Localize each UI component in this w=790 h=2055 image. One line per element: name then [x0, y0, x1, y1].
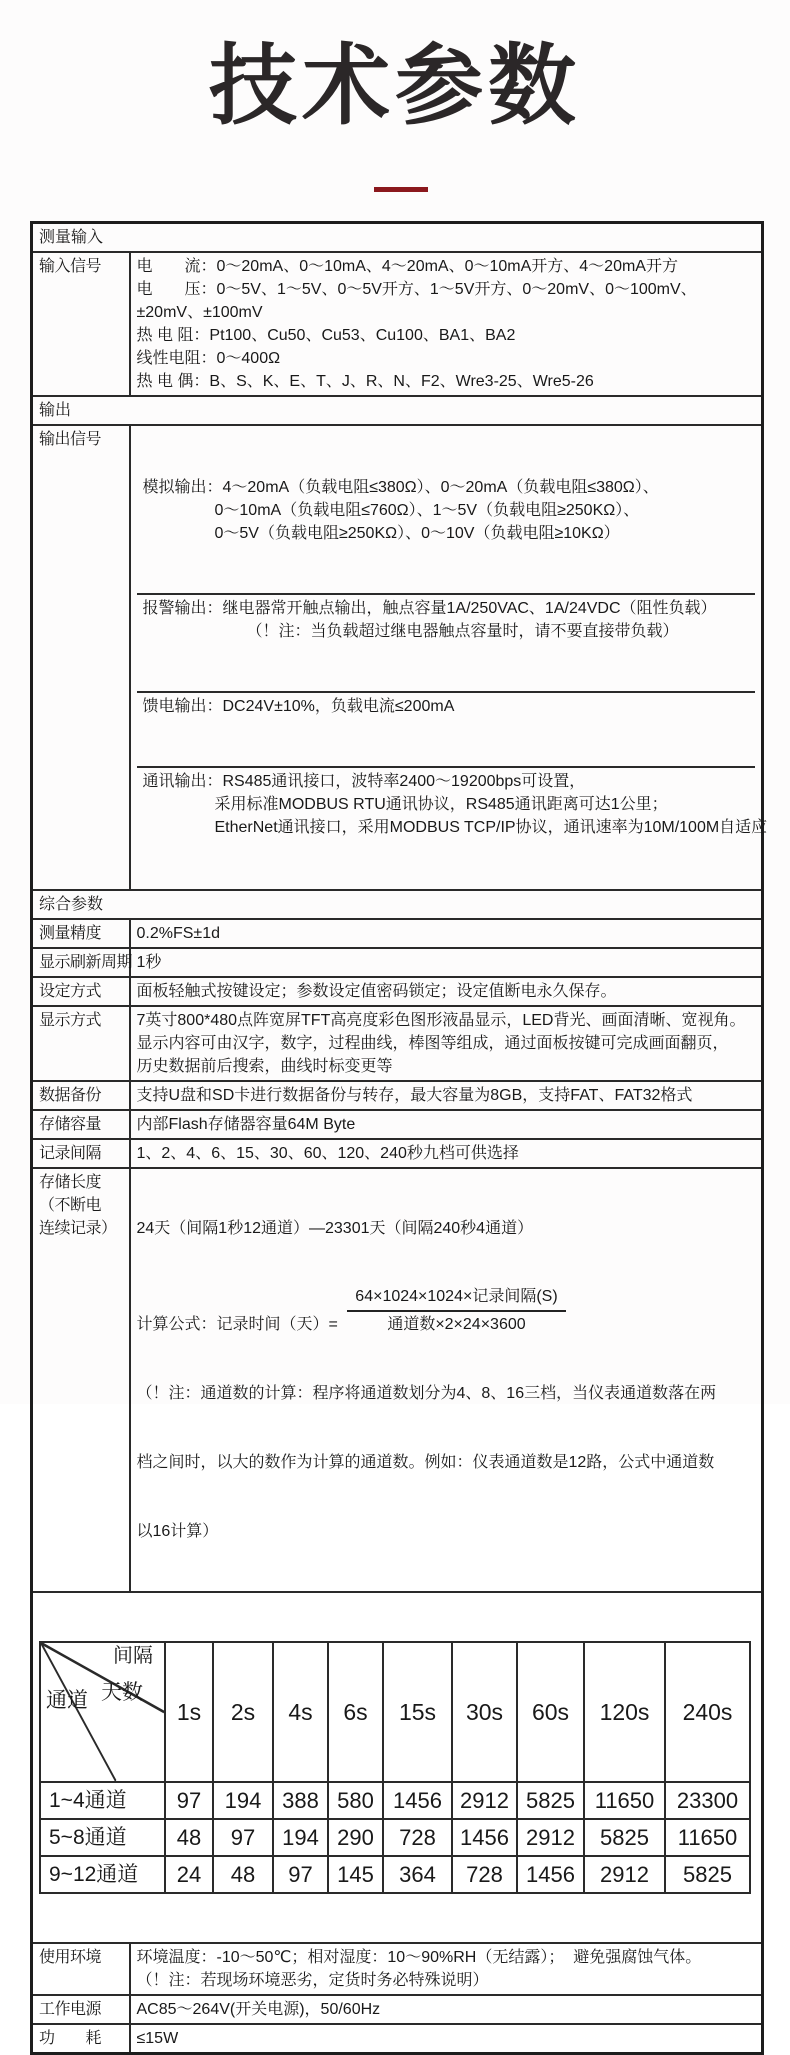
- accent-divider: [374, 187, 428, 192]
- row-value: AC85～264V(开关电源)，50/60Hz: [130, 1995, 763, 2024]
- storage-label-line: 存储长度: [39, 1174, 102, 1191]
- analog-output-line: 0～10mA（负载电阻≤760Ω）、1～5V（负载电阻≥250KΩ）、: [214, 502, 640, 519]
- section-title: 测量输入: [32, 223, 763, 253]
- matrix-value: 1456: [517, 1856, 584, 1893]
- row-refresh: [32, 948, 763, 977]
- matrix-col-header: 4s: [273, 1642, 328, 1782]
- matrix-header-row: [40, 1642, 750, 1782]
- storage-days-matrix: [39, 1641, 751, 1894]
- matrix-value: 1456: [452, 1819, 517, 1856]
- storage-range-line: 24天（间隔1秒12通道）—23301天（间隔240秒4通道）: [136, 1220, 534, 1237]
- display-line: 显示内容可由汉字，数字，过程曲线，棒图等组成，通过面板按键可完成画面翻页，: [136, 1035, 729, 1052]
- matrix-value: 24: [165, 1856, 213, 1893]
- matrix-value: 364: [383, 1856, 452, 1893]
- row-content: [130, 1943, 763, 1995]
- row-content: [130, 1168, 763, 1592]
- row-backup: [32, 1081, 763, 1110]
- section-row-measure-input: [32, 223, 763, 253]
- alarm-output-block: [137, 593, 756, 645]
- row-content: [130, 252, 763, 396]
- matrix-row-label: 1~4通道: [40, 1782, 165, 1819]
- comm-output-block: [137, 766, 768, 841]
- matrix-value: 1456: [383, 1782, 452, 1819]
- row-content: [130, 1006, 763, 1081]
- feed-output-line: 馈电输出：DC24V±10%，负载电流≤200mA: [142, 698, 455, 715]
- row-value: 0.2%FS±1d: [130, 919, 763, 948]
- row-label: 测量精度: [32, 919, 130, 948]
- row-content: [130, 425, 768, 890]
- row-value: 支持U盘和SD卡进行数据备份与转存，最大容量为8GB，支持FAT、FAT32格式: [130, 1081, 763, 1110]
- matrix-value: 5825: [665, 1856, 750, 1893]
- matrix-value: 194: [273, 1819, 328, 1856]
- spec-table: [30, 221, 768, 2055]
- row-label: 使用环境: [32, 1943, 130, 1995]
- comm-output-line: EtherNet通讯接口，采用MODBUS TCP/IP协议，通讯速率为10M/100M自适应: [214, 819, 768, 836]
- row-label: 记录间隔: [32, 1139, 130, 1168]
- matrix-col-header: 30s: [452, 1642, 517, 1782]
- matrix-corner-cell: [40, 1642, 165, 1782]
- environment-line: 环境温度：-10～50℃；相对湿度：10～90%RH（无结露）； 避免强腐蚀气体。: [136, 1949, 702, 1966]
- row-input-signal: [32, 252, 763, 396]
- row-setting: [32, 977, 763, 1006]
- matrix-row-label: 5~8通道: [40, 1819, 165, 1856]
- analog-output-line: 0～5V（负载电阻≥250KΩ）、0～10V（负载电阻≥10KΩ）: [214, 525, 620, 542]
- matrix-value: 388: [273, 1782, 328, 1819]
- row-interval: [32, 1139, 763, 1168]
- matrix-col-header: 120s: [584, 1642, 665, 1782]
- matrix-value: 2912: [584, 1856, 665, 1893]
- matrix-row-label: 9~12通道: [40, 1856, 165, 1893]
- corner-label-interval: 间隔: [113, 1645, 153, 1667]
- row-label: [32, 1168, 130, 1592]
- row-label: 输入信号: [32, 252, 130, 396]
- matrix-value: 11650: [584, 1782, 665, 1819]
- analog-output-block: [137, 474, 756, 547]
- comm-output-line: 通讯输出：RS485通讯接口，波特率2400～19200bps可设置，: [142, 773, 586, 790]
- formula-prefix: 计算公式：记录时间（天）=: [136, 1316, 343, 1333]
- row-value: ≤15W: [130, 2024, 763, 2054]
- matrix-value: 23300: [665, 1782, 750, 1819]
- section-row-output: [32, 396, 763, 425]
- input-signal-line: 线性电阻：0～400Ω: [136, 350, 281, 367]
- matrix-value: 580: [328, 1782, 383, 1819]
- matrix-row-9-12: [40, 1856, 750, 1893]
- matrix-col-header: 60s: [517, 1642, 584, 1782]
- row-display: [32, 1006, 763, 1081]
- matrix-col-header: 6s: [328, 1642, 383, 1782]
- matrix-col-header: 2s: [213, 1642, 273, 1782]
- analog-output-line: 模拟输出：4～20mA（负载电阻≤380Ω）、0～20mA（负载电阻≤380Ω）、: [142, 479, 659, 496]
- matrix-value: 5825: [584, 1819, 665, 1856]
- input-signal-line: 热 电 阻：Pt100、Cu50、Cu53、Cu100、BA1、BA2: [136, 327, 516, 344]
- matrix-value: 2912: [452, 1782, 517, 1819]
- matrix-row-5-8: [40, 1819, 750, 1856]
- row-value: 1秒: [130, 948, 763, 977]
- row-value: 面板轻触式按键设定；参数设定值密码锁定；设定值断电永久保存。: [130, 977, 763, 1006]
- display-line: 历史数据前后搜索，曲线时标变更等: [136, 1058, 393, 1075]
- matrix-value: 97: [273, 1856, 328, 1893]
- environment-note: （！注：若现场环境恶劣，定货时务必特殊说明）: [136, 1972, 489, 1989]
- matrix-value: 145: [328, 1856, 383, 1893]
- matrix-cell: [32, 1592, 763, 1943]
- corner-label-channels: 通道: [46, 1689, 88, 1712]
- matrix-row-1-4: [40, 1782, 750, 1819]
- row-label: 数据备份: [32, 1081, 130, 1110]
- row-capacity: [32, 1110, 763, 1139]
- row-value: 1、2、4、6、15、30、60、120、240秒九档可供选择: [130, 1139, 763, 1168]
- matrix-col-header: 15s: [383, 1642, 452, 1782]
- matrix-value: 728: [383, 1819, 452, 1856]
- matrix-value: 194: [213, 1782, 273, 1819]
- storage-note-line: 档之间时，以大的数作为计算的通道数。例如：仪表通道数是12路，公式中通道数: [136, 1454, 715, 1471]
- row-label: 显示方式: [32, 1006, 130, 1081]
- storage-label-line: （不断电: [39, 1197, 102, 1214]
- row-label: 设定方式: [32, 977, 130, 1006]
- row-label: 功 耗: [32, 2024, 130, 2054]
- matrix-value: 48: [165, 1819, 213, 1856]
- matrix-value: 48: [213, 1856, 273, 1893]
- section-title: 输出: [32, 396, 763, 425]
- matrix-col-header: 240s: [665, 1642, 750, 1782]
- formula-denominator: 通道数×2×24×3600: [387, 1316, 526, 1333]
- alarm-output-line: 报警输出：继电器常开触点输出，触点容量1A/250VAC、1A/24VDC（阻性负载）: [142, 600, 717, 617]
- matrix-value: 11650: [665, 1819, 750, 1856]
- input-signal-line: 电 流：0～20mA、0～10mA、4～20mA、0～10mA开方、4～20mA开方: [136, 258, 678, 275]
- row-storage-matrix: [32, 1592, 763, 1943]
- matrix-value: 97: [165, 1782, 213, 1819]
- matrix-value: 97: [213, 1819, 273, 1856]
- storage-label-line: 连续记录）: [39, 1220, 117, 1237]
- input-signal-line: 热 电 偶：B、S、K、E、T、J、R、N、F2、Wre3-25、Wre5-26: [136, 373, 594, 390]
- row-label: 工作电源: [32, 1995, 130, 2024]
- storage-note-line: 以16计算）: [136, 1523, 219, 1540]
- row-power: [32, 1995, 763, 2024]
- alarm-output-note: （！注：当负载超过继电器触点容量时，请不要直接带负载）: [246, 623, 679, 640]
- formula-fraction: [347, 1286, 565, 1336]
- row-accuracy: [32, 919, 763, 948]
- row-label: 显示刷新周期: [32, 948, 130, 977]
- input-signal-line: 电 压：0～5V、1～5V、0～5V开方、1～5V开方、0～20mV、0～100mV、: [136, 281, 697, 298]
- matrix-value: 5825: [517, 1782, 584, 1819]
- section-title: 综合参数: [32, 890, 763, 919]
- formula-numerator: 64×1024×1024×记录间隔(S): [347, 1286, 565, 1312]
- corner-label-days: 天数: [101, 1681, 143, 1704]
- row-label: 输出信号: [32, 425, 130, 890]
- matrix-col-header: 1s: [165, 1642, 213, 1782]
- feed-output-block: [137, 691, 756, 720]
- matrix-value: 290: [328, 1819, 383, 1856]
- row-output-signal: [32, 425, 763, 890]
- row-environment: [32, 1943, 763, 1995]
- display-line: 7英寸800*480点阵宽屏TFT高亮度彩色图形液晶显示，LED背光、画面清晰、宽视角。: [136, 1012, 746, 1029]
- row-storage-length: [32, 1168, 763, 1592]
- matrix-value: 2912: [517, 1819, 584, 1856]
- storage-note-line: （！注：通道数的计算：程序将通道数划分为4、8、16三档，当仪表通道数落在两: [136, 1385, 717, 1402]
- row-value: 内部Flash存储器容量64M Byte: [130, 1110, 763, 1139]
- input-signal-line: ±20mV、±100mV: [136, 304, 263, 321]
- row-consumption: [32, 2024, 763, 2054]
- comm-output-line: 采用标准MODBUS RTU通讯协议，RS485通讯距离可达1公里；: [214, 796, 668, 813]
- section-row-general: [32, 890, 763, 919]
- page-title: 技术参数: [208, 36, 581, 135]
- row-label: 存储容量: [32, 1110, 130, 1139]
- matrix-value: 728: [452, 1856, 517, 1893]
- storage-formula: [137, 1286, 756, 1336]
